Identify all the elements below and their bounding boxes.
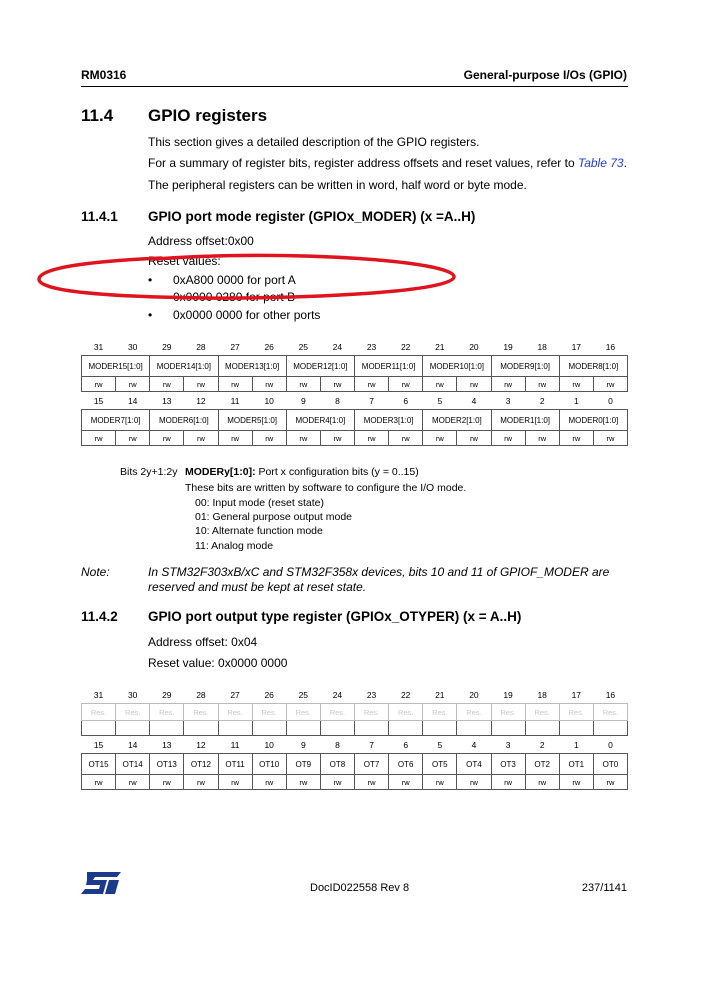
bit-number: 8 xyxy=(335,395,340,406)
bit-number: 19 xyxy=(503,689,513,700)
bit-number: 7 xyxy=(369,739,374,750)
reset-value-port-b: 0x0000 0280 for port B xyxy=(173,290,296,304)
moder-number: 11.4.1 xyxy=(81,209,118,224)
field-ot11: OT11 xyxy=(218,754,252,775)
reserved-cell: Res. xyxy=(423,704,457,721)
bit-number: 21 xyxy=(435,341,445,352)
otyper-register-table xyxy=(81,686,628,790)
reserved-cell: Res. xyxy=(184,704,218,721)
access-cell: rw xyxy=(82,775,116,790)
bit-number: 0 xyxy=(608,739,613,750)
access-cell: rw xyxy=(355,431,389,446)
access-cell: rw xyxy=(252,775,286,790)
field-moder5: MODER5[1:0] xyxy=(218,410,286,431)
field-ot3: OT3 xyxy=(491,754,525,775)
field-moder2: MODER2[1:0] xyxy=(423,410,491,431)
access-cell: rw xyxy=(150,377,184,392)
reserved-cell: Res. xyxy=(82,704,116,721)
bit-number: 20 xyxy=(469,341,479,352)
field-moder8: MODER8[1:0] xyxy=(559,356,627,377)
access-cell: rw xyxy=(525,775,559,790)
bit-number: 28 xyxy=(196,341,206,352)
table-73-link[interactable]: Table 73 xyxy=(577,156,624,170)
bit-number: 12 xyxy=(196,739,206,750)
reserved-cell: Res. xyxy=(320,704,354,721)
annotation-ellipse-icon xyxy=(36,253,460,301)
access-cell: rw xyxy=(252,377,286,392)
access-cell: rw xyxy=(116,377,150,392)
bit-number: 14 xyxy=(127,739,138,750)
mode-input: 00: Input mode (reset state) xyxy=(195,497,324,509)
access-cell: rw xyxy=(286,431,320,446)
field-ot7: OT7 xyxy=(355,754,389,775)
bit-number: 21 xyxy=(435,689,445,700)
reserved-cell: Res. xyxy=(286,704,320,721)
empty-access-cell xyxy=(593,721,627,736)
otyper-address-offset: Address offset: 0x04 xyxy=(148,635,258,649)
empty-access-cell xyxy=(82,721,116,736)
reserved-cell: Res. xyxy=(252,704,286,721)
reserved-cell: Res. xyxy=(355,704,389,721)
access-cell: rw xyxy=(320,775,354,790)
bit-number: 29 xyxy=(162,341,172,352)
reset-value-port-a: 0xA800 0000 for port A xyxy=(173,273,296,287)
reset-value-other-ports: 0x0000 0000 for other ports xyxy=(173,308,321,322)
access-cell: rw xyxy=(116,775,150,790)
bit-number: 30 xyxy=(127,341,138,352)
field-ot15: OT15 xyxy=(82,754,116,775)
para-2-prefix: For a summary of register bits, register address offsets and reset values, refer to xyxy=(148,156,578,170)
field-ot8: OT8 xyxy=(320,754,354,775)
bit-number: 25 xyxy=(298,689,309,700)
bit-number: 27 xyxy=(230,341,240,352)
reserved-cell: Res. xyxy=(559,704,593,721)
bit-number: 7 xyxy=(369,395,374,406)
field-name: MODERy[1:0]: xyxy=(185,466,256,478)
field-moder9: MODER9[1:0] xyxy=(491,356,559,377)
bits-range-label: Bits 2y+1:2y xyxy=(120,466,178,478)
bit-number: 25 xyxy=(298,341,309,352)
field-description: Port x configuration bits (y = 0..15) xyxy=(255,466,419,478)
bit-number: 1 xyxy=(573,739,579,750)
access-cell: rw xyxy=(286,775,320,790)
field-moder12: MODER12[1:0] xyxy=(286,356,354,377)
bit-number: 11 xyxy=(230,395,240,406)
field-moder7: MODER7[1:0] xyxy=(82,410,150,431)
bit-number: 26 xyxy=(264,341,274,352)
bit-number: 9 xyxy=(300,739,306,750)
access-cell: rw xyxy=(457,775,491,790)
st-logo-icon xyxy=(81,872,121,894)
bit-number: 22 xyxy=(400,689,411,700)
bit-number: 17 xyxy=(571,689,582,700)
bit-number: 31 xyxy=(93,689,104,700)
access-cell: rw xyxy=(389,775,423,790)
bit-number: 13 xyxy=(162,395,172,406)
field-ot10: OT10 xyxy=(252,754,286,775)
bit-number: 0 xyxy=(608,395,613,406)
bit-number: 4 xyxy=(471,395,477,406)
access-cell: rw xyxy=(184,431,218,446)
empty-access-cell xyxy=(491,721,525,736)
bit-number: 16 xyxy=(605,689,616,700)
bit-number: 31 xyxy=(93,341,104,352)
access-cell: rw xyxy=(355,775,389,790)
field-moder0: MODER0[1:0] xyxy=(559,410,627,431)
access-cell: rw xyxy=(593,431,627,446)
bit-number: 10 xyxy=(264,395,274,406)
footer-doc-id: DocID022558 Rev 8 xyxy=(310,882,410,894)
bullet-icon: • xyxy=(148,290,153,304)
header-section-title: General-purpose I/Os (GPIO) xyxy=(463,68,627,82)
access-cell: rw xyxy=(389,377,423,392)
bit-number: 10 xyxy=(264,739,274,750)
mode-analog: 11: Analog mode xyxy=(195,540,274,552)
field-ot1: OT1 xyxy=(559,754,593,775)
access-cell: rw xyxy=(457,377,491,392)
empty-access-cell xyxy=(116,721,150,736)
bit-number: 8 xyxy=(335,739,340,750)
header-rule xyxy=(81,86,628,87)
bit-number: 26 xyxy=(264,689,274,700)
moder-reset-label: Reset values: xyxy=(148,254,221,268)
note-text: In STM32F303xB/xC and STM32F358x devices, bits 10 and 11 of GPIOF_MODER are reserved and must be kept at reset state. xyxy=(148,565,610,594)
access-cell: rw xyxy=(82,377,116,392)
reserved-cell: Res. xyxy=(150,704,184,721)
bit-number: 19 xyxy=(503,341,513,352)
empty-access-cell xyxy=(150,721,184,736)
access-cell: rw xyxy=(252,431,286,446)
bits-field-desc xyxy=(185,466,419,478)
access-cell: rw xyxy=(218,775,252,790)
empty-access-cell xyxy=(389,721,423,736)
section-number: 11.4 xyxy=(81,106,114,125)
bit-number: 2 xyxy=(539,739,545,750)
field-moder1: MODER1[1:0] xyxy=(491,410,559,431)
field-ot2: OT2 xyxy=(525,754,559,775)
access-cell: rw xyxy=(593,377,627,392)
access-cell: rw xyxy=(457,431,491,446)
doc-code: RM0316 xyxy=(81,68,127,82)
field-ot4: OT4 xyxy=(457,754,491,775)
access-cell: rw xyxy=(491,775,525,790)
bit-number: 6 xyxy=(403,395,409,406)
section-title: GPIO registers xyxy=(148,106,268,125)
access-cell: rw xyxy=(184,775,218,790)
access-cell: rw xyxy=(184,377,218,392)
field-ot6: OT6 xyxy=(389,754,423,775)
empty-access-cell xyxy=(559,721,593,736)
bit-number: 3 xyxy=(505,739,511,750)
otyper-number: 11.4.2 xyxy=(81,609,118,624)
field-moder14: MODER14[1:0] xyxy=(150,356,218,377)
reserved-cell: Res. xyxy=(593,704,627,721)
reserved-cell: Res. xyxy=(116,704,150,721)
access-cell: rw xyxy=(320,377,354,392)
otyper-title: GPIO port output type register (GPIOx_OTYPER) (x = A..H) xyxy=(148,609,522,624)
bit-number: 30 xyxy=(127,689,138,700)
bit-number: 5 xyxy=(437,395,443,406)
bit-number: 27 xyxy=(230,689,240,700)
bit-number: 6 xyxy=(403,739,409,750)
bit-number: 29 xyxy=(162,689,172,700)
empty-access-cell xyxy=(457,721,491,736)
moder-title: GPIO port mode register (GPIOx_MODER) (x =A..H) xyxy=(148,209,476,224)
otyper-reset-value: Reset value: 0x0000 0000 xyxy=(148,656,288,670)
access-cell: rw xyxy=(593,775,627,790)
access-cell: rw xyxy=(525,377,559,392)
bit-number: 2 xyxy=(539,395,545,406)
access-cell: rw xyxy=(559,377,593,392)
empty-access-cell xyxy=(423,721,457,736)
access-cell: rw xyxy=(491,377,525,392)
bit-number: 17 xyxy=(571,341,582,352)
access-cell: rw xyxy=(423,377,457,392)
field-ot9: OT9 xyxy=(286,754,320,775)
access-cell: rw xyxy=(218,431,252,446)
access-cell: rw xyxy=(559,775,593,790)
field-moder3: MODER3[1:0] xyxy=(355,410,423,431)
field-ot13: OT13 xyxy=(150,754,184,775)
bit-number: 28 xyxy=(196,689,206,700)
mode-alternate: 10: Alternate function mode xyxy=(195,525,323,537)
bits-desc-line: These bits are written by software to configure the I/O mode. xyxy=(185,482,467,494)
access-cell: rw xyxy=(559,431,593,446)
bit-number: 3 xyxy=(505,395,511,406)
bit-number: 18 xyxy=(537,689,547,700)
access-cell: rw xyxy=(218,377,252,392)
bit-number: 11 xyxy=(230,739,240,750)
access-cell: rw xyxy=(355,377,389,392)
bit-number: 12 xyxy=(196,395,206,406)
field-moder11: MODER11[1:0] xyxy=(355,356,423,377)
access-cell: rw xyxy=(82,431,116,446)
mode-output: 01: General purpose output mode xyxy=(195,511,353,523)
reserved-cell: Res. xyxy=(525,704,559,721)
section-para-2 xyxy=(148,156,627,170)
bit-number: 23 xyxy=(366,341,377,352)
empty-access-cell xyxy=(218,721,252,736)
section-para-1: This section gives a detailed description of the GPIO registers. xyxy=(148,135,480,149)
field-moder4: MODER4[1:0] xyxy=(286,410,354,431)
bit-number: 22 xyxy=(400,341,411,352)
field-ot14: OT14 xyxy=(116,754,150,775)
para-2-suffix: . xyxy=(623,156,627,170)
field-moder10: MODER10[1:0] xyxy=(423,356,491,377)
bit-number: 24 xyxy=(332,341,343,352)
bullet-icon: • xyxy=(148,308,153,322)
access-cell: rw xyxy=(423,431,457,446)
empty-access-cell xyxy=(184,721,218,736)
access-cell: rw xyxy=(150,775,184,790)
note-label: Note: xyxy=(81,565,110,579)
access-cell: rw xyxy=(423,775,457,790)
empty-access-cell xyxy=(525,721,559,736)
field-moder13: MODER13[1:0] xyxy=(218,356,286,377)
moder-address-offset: Address offset:0x00 xyxy=(148,234,254,248)
reserved-cell: Res. xyxy=(457,704,491,721)
section-para-3: The peripheral registers can be written in word, half word or byte mode. xyxy=(148,178,527,192)
field-moder15: MODER15[1:0] xyxy=(82,356,150,377)
access-cell: rw xyxy=(116,431,150,446)
bit-number: 4 xyxy=(471,739,477,750)
bit-number: 14 xyxy=(127,395,138,406)
footer-page-number: 237/1141 xyxy=(581,882,627,894)
bit-number: 18 xyxy=(537,341,547,352)
empty-access-cell xyxy=(252,721,286,736)
access-cell: rw xyxy=(320,431,354,446)
reserved-cell: Res. xyxy=(389,704,423,721)
moder-register-table xyxy=(81,338,628,446)
reserved-cell: Res. xyxy=(491,704,525,721)
empty-access-cell xyxy=(320,721,354,736)
bit-number: 20 xyxy=(469,689,479,700)
empty-access-cell xyxy=(355,721,389,736)
access-cell: rw xyxy=(491,431,525,446)
bit-number: 1 xyxy=(573,395,579,406)
bit-number: 23 xyxy=(366,689,377,700)
access-cell: rw xyxy=(525,431,559,446)
bit-number: 13 xyxy=(162,739,172,750)
bit-number: 9 xyxy=(300,395,306,406)
bit-number: 16 xyxy=(605,341,616,352)
empty-access-cell xyxy=(286,721,320,736)
access-cell: rw xyxy=(286,377,320,392)
field-ot12: OT12 xyxy=(184,754,218,775)
reserved-cell: Res. xyxy=(218,704,252,721)
access-cell: rw xyxy=(389,431,423,446)
field-moder6: MODER6[1:0] xyxy=(150,410,218,431)
field-ot5: OT5 xyxy=(423,754,457,775)
bit-number: 5 xyxy=(437,739,443,750)
bit-number: 24 xyxy=(332,689,343,700)
field-ot0: OT0 xyxy=(593,754,627,775)
access-cell: rw xyxy=(150,431,184,446)
bullet-icon: • xyxy=(148,273,153,287)
bit-number: 15 xyxy=(93,739,104,750)
bit-number: 15 xyxy=(93,395,104,406)
